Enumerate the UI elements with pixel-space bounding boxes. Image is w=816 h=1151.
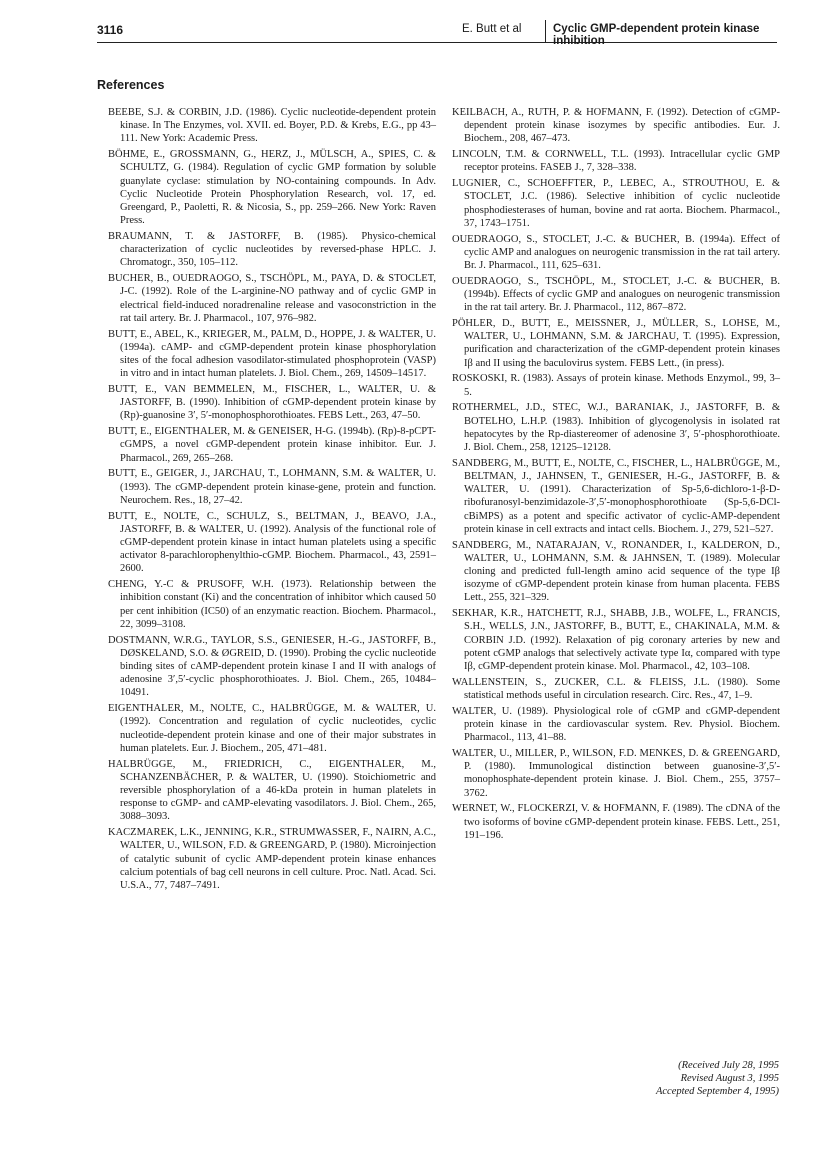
reference-entry: BRAUMANN, T. & JASTORFF, B. (1985). Physico-chemical characterization of cyclic nucleotides by reversed-phase HPLC. J. Chromatogr., 350, 105–112.: [108, 231, 436, 269]
reference-entry: SANDBERG, M., NATARAJAN, V., RONANDER, I., KALDERON, D., WALTER, U., LOHMANN, S.M. & JAHNSEN, T. (1989). Molecular cloning and predicted full-length amino acid sequence of the type Iβ isozyme of cGMP-dependent protein kinase from human placenta. FEBS Lett., 255, 321–329.: [452, 539, 780, 604]
references-right-column: [452, 106, 780, 845]
reference-entry: SEKHAR, K.R., HATCHETT, R.J., SHABB, J.B., WOLFE, L., FRANCIS, S.H., WELLS, J.N., JASTORFF, B., BUTT, E., CHAKINALA, M.M. & CORBIN J.D. (1992). Relaxation of pig coronary arteries by new and potent cGMP analogs that selectively activate type Iα, compared with type Iβ, cGMP-dependent protein kinase. Mol. Pharmacol., 42, 103–108.: [452, 608, 780, 673]
reference-entry: KEILBACH, A., RUTH, P. & HOFMANN, F. (1992). Detection of cGMP-dependent protein kinase isozymes by specific antibodies. Eur. J. Biochem., 208, 467–473.: [452, 107, 780, 145]
reference-entry: BUTT, E., VAN BEMMELEN, M., FISCHER, L., WALTER, U. & JASTORFF, B. (1990). Inhibition of cGMP-dependent protein kinase by (Rp)-guanosine 3′, 5′-monophosphorothioates. FEBS Lett., 263, 47–50.: [108, 384, 436, 422]
reference-entry: BUTT, E., NOLTE, C., SCHULZ, S., BELTMAN, J., BEAVO, J.A., JASTORFF, B. & WALTER, U. (1992). Analysis of the functional role of cGMP-dependent protein kinase in intact human platelets using a specific activator 8-parachlorophenylthio-cGMP. Biochem. Pharmacol., 43, 2591–2600.: [108, 510, 436, 575]
reference-entry: WALTER, U., MILLER, P., WILSON, F.D. MENKES, D. & GREENGARD, P. (1980). Immunological distinction between guanosine-3′,5′-monophosphate-dependent protein kinase. J. Biol. Chem., 255, 3757–3762.: [452, 748, 780, 799]
reference-entry: BUTT, E., EIGENTHALER, M. & GENEISER, H-G. (1994b). (Rp)-8-pCPT-cGMPS, a novel cGMP-dependent protein kinase inhibitor. Eur. J. Pharmacol., 269, 265–268.: [108, 426, 436, 464]
page-number: 3116: [97, 23, 124, 37]
accepted-line: Accepted September 4, 1995): [655, 1086, 779, 1098]
reference-entry: CHENG, Y.-C & PRUSOFF, W.H. (1973). Relationship between the inhibition constant (Ki) and the concentration of inhibitor which caused 50 per cent inhibition (IC50) of an enzymatic reaction. Biochem. Pharmacol., 22, 3099–3108.: [108, 579, 436, 630]
references-heading: References: [97, 78, 165, 92]
reference-entry: ROSKOSKI, R. (1983). Assays of protein kinase. Methods Enzymol., 99, 3–5.: [452, 373, 780, 398]
reference-entry: WALTER, U. (1989). Physiological role of cGMP and cGMP-dependent protein kinase in the cardiovascular system. Rev. Physiol. Biochem. Pharmacol., 113, 41–88.: [452, 705, 780, 744]
reference-entry: SANDBERG, M., BUTT, E., NOLTE, C., FISCHER, L., HALBRÜGGE, M., BELTMAN, J., JAHNSEN, T., GENIESER, H.-G., JASTORFF, B. & WALTER, U. (1991). Characterization of Sp-5,6-dichloro-1-β-D-ribofuranosyl-benzimidazole-3′,5′-monophosphorothioate (Sp-5,6-DCl-cBiMPS) as a potent and specific activator of cyclic-AMP-dependent protein kinase in cell extracts and intact cells. Biochem. J., 279, 521–527.: [452, 457, 780, 535]
reference-entry: BEEBE, S.J. & CORBIN, J.D. (1986). Cyclic nucleotide-dependent protein kinase. In The Enzymes, vol. XVII. ed. Boyer, P.D. & Krebs, E.G., pp 43–111. New York: Academic Press.: [108, 107, 436, 145]
reference-entry: OUEDRAOGO, S., STOCLET, J.-C. & BUCHER, B. (1994a). Effect of cyclic AMP and analogues on neurogenic transmission in the rat tail artery. Br. J. Pharmacol., 111, 625–631.: [452, 233, 780, 272]
reference-entry: DOSTMANN, W.R.G., TAYLOR, S.S., GENIESER, H.-G., JASTORFF, B., DØSKELAND, S.O. & ØGREID, D. (1990). Probing the cyclic nucleotide binding sites of cAMP-dependent protein kinase I and II with analogs of adenosine 3′,5′-cyclic phosphorothioates. J. Biol. Chem., 265, 10484–10491.: [108, 634, 436, 699]
reference-entry: LINCOLN, T.M. & CORNWELL, T.L. (1993). Intracellular cyclic GMP receptor proteins. FASEB J., 7, 328–338.: [452, 149, 780, 174]
reference-entry: WERNET, W., FLOCKERZI, V. & HOFMANN, F. (1989). The cDNA of the two isoforms of bovine cGMP-dependent protein kinase. FEBS. Lett., 251, 191–196.: [452, 803, 780, 841]
received-line: (Received July 28, 1995: [678, 1060, 779, 1071]
running-title: Cyclic GMP-dependent protein kinase inhibition: [553, 23, 760, 47]
reference-entry: BUTT, E., GEIGER, J., JARCHAU, T., LOHMANN, S.M. & WALTER, U. (1993). The cGMP-dependent protein kinase-gene, protein and function. Neurochem. Res., 18, 27–42.: [108, 468, 436, 506]
reference-entry: EIGENTHALER, M., NOLTE, C., HALBRÜGGE, M. & WALTER, U. (1992). Concentration and regulation of cyclic nucleotides, cyclic nucleotide-dependent protein kinase and one of their major substrates in human platelets. Eur. J. Biochem., 205, 471–481.: [108, 703, 436, 754]
header-divider: [545, 20, 546, 42]
reference-entry: BÖHME, E., GROSSMANN, G., HERZ, J., MÜLSCH, A., SPIES, C. & SCHULTZ, G. (1984). Regulation of cyclic GMP formation by soluble guanylate cyclase: stimulation by NO-containing compounds. In Adv. Cyclic Nucleotide Protein Phosphorylation Research, vol. 17, ed. Greengard, P., Paoletti, R. & Nicosia, S., pp. 259–266. New York: Raven Press.: [108, 149, 436, 227]
reference-entry: BUTT, E., ABEL, K., KRIEGER, M., PALM, D., HOPPE, J. & WALTER, U. (1994a). cAMP- and cGMP-dependent protein kinase phosphorylation sites of the focal adhesion vasodilator-stimulated phosphoprotein (VASP) in vitro and in intact human platelets. J. Biol. Chem., 269, 14509–14517.: [108, 328, 436, 380]
received-dates: [560, 1059, 779, 1099]
reference-entry: LUGNIER, C., SCHOEFFTER, P., LEBEC, A., STROUTHOU, E. & STOCLET, J.C. (1986). Selective inhibition of cyclic nucleotide phosphodiesterases of human, bovine and rat aorta. Biochem. Pharmacol., 37, 1743–1751.: [452, 178, 780, 229]
page-header: [97, 20, 777, 47]
references-left-column: [108, 106, 436, 895]
reference-entry: BUCHER, B., OUEDRAOGO, S., TSCHÖPL, M., PAYA, D. & STOCLET, J-C. (1992). Role of the L-arginine-NO pathway and of cyclic GMP in electrical field-induced noradrenaline release and vasoconstriction in the rat tail artery. Br. J. Pharmacol., 107, 976–982.: [108, 273, 436, 324]
reference-entry: HALBRÜGGE, M., FRIEDRICH, C., EIGENTHALER, M., SCHANZENBÄCHER, P. & WALTER, U. (1990). Stoichiometric and reversible phosphorylation of a 46-kDa protein in human platelets in response to cGMP- and cAMP-elevating vasodilators. J. Biol. Chem., 265, 3088–3093.: [108, 758, 436, 823]
revised-line: Revised August 3, 1995: [680, 1073, 779, 1085]
reference-entry: ROTHERMEL, J.D., STEC, W.J., BARANIAK, J., JASTORFF, B. & BOTELHO, L.H.P. (1983). Inhibition of glycogenolysis in isolated rat hepatocytes by the Rp-diastereomer of adenosine 3′, 5′-phosphorothioate. J. Biol. Chem., 258, 12125–12128.: [452, 402, 780, 454]
reference-entry: KACZMAREK, L.K., JENNING, K.R., STRUMWASSER, F., NAIRN, A.C., WALTER, U., WILSON, F.D. & GREENGARD, P. (1980). Microinjection of catalytic subunit of cyclic AMP-dependent protein kinase enhances calcium potentials of bag cell neurons in cell culture. Proc. Natl. Acad. Sci. U.S.A., 77, 7487–7491.: [108, 827, 436, 892]
reference-entry: WALLENSTEIN, S., ZUCKER, C.L. & FLEISS, J.L. (1980). Some statistical methods useful in circulation research. Circ. Res., 47, 1–9.: [452, 676, 780, 702]
reference-entry: OUEDRAOGO, S., TSCHÖPL, M., STOCLET, J.-C. & BUCHER, B. (1994b). Effects of cyclic GMP and analogues on neurogenic transmission in the rat tail artery. Br. J. Pharmacol., 112, 867–872.: [452, 275, 780, 314]
reference-entry: PÖHLER, D., BUTT, E., MEISSNER, J., MÜLLER, S., LOHSE, M., WALTER, U., LOHMANN, S.M. & JARCHAU, T. (1995). Expression, purification and characterization of the cGMP-dependent protein kinases Iβ and II using the baculovirus system. FEBS Lett., (in press).: [452, 318, 780, 369]
running-authors: E. Butt et al: [462, 23, 522, 35]
